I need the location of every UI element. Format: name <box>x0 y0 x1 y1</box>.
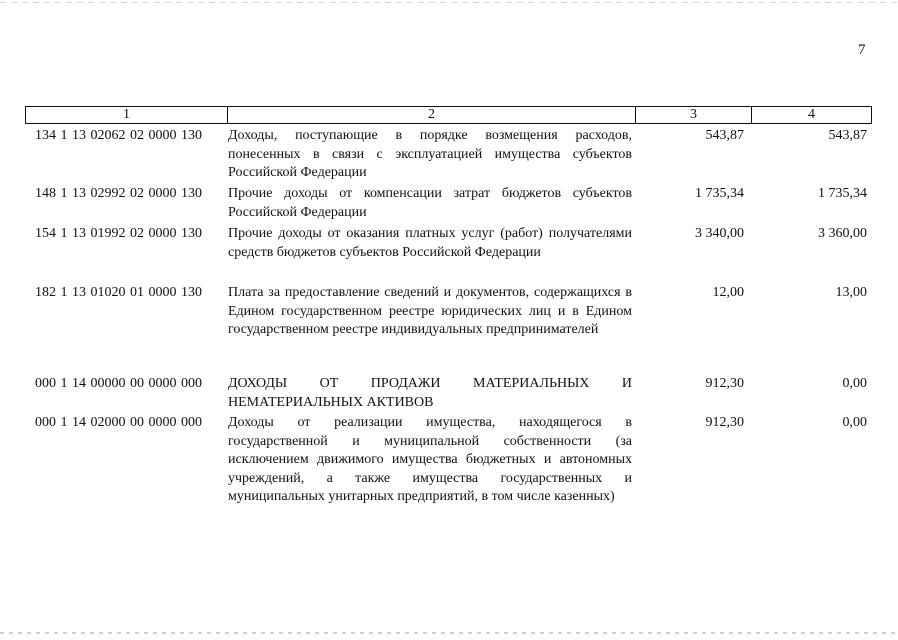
value-col-4: 1 735,34 <box>818 186 867 201</box>
budget-code: 134 1 13 02062 02 0000 130 <box>35 128 202 143</box>
budget-code: 000 1 14 02000 00 0000 000 <box>35 415 202 430</box>
scan-artifact-top <box>0 2 898 3</box>
income-description: Плата за предоставление сведений и документов, содержащихся в Едином государственном реестре юридических лиц и в Едином государственном реестре индивидуальных предпринимателей <box>228 285 632 337</box>
value-col-3: 1 735,34 <box>695 186 744 201</box>
value-col-3: 912,30 <box>705 415 744 430</box>
value-col-4: 13,00 <box>835 285 867 300</box>
page-number: 7 <box>858 42 866 58</box>
budget-code: 182 1 13 01020 01 0000 130 <box>35 285 202 300</box>
income-description: Прочие доходы от компенсации затрат бюджетов субъектов Российской Федерации <box>228 186 632 220</box>
budget-code: 148 1 13 02992 02 0000 130 <box>35 186 202 201</box>
value-col-4: 0,00 <box>842 415 867 430</box>
value-col-3: 3 340,00 <box>695 226 744 241</box>
header-col-1: 1 <box>26 107 228 124</box>
table-header <box>25 106 872 124</box>
value-col-4: 543,87 <box>828 128 867 143</box>
income-description: Доходы от реализации имущества, находящегося в государственной и муниципальной собственности (за исключением движимого имущества бюджетных и автономных учреждений, а также имущества государственных и муниципальных унитарных предприятий, в том числе казенных) <box>228 415 632 504</box>
value-col-4: 3 360,00 <box>818 226 867 241</box>
header-row <box>26 107 872 124</box>
income-description: ДОХОДЫ ОТ ПРОДАЖИ МАТЕРИАЛЬНЫХ И НЕМАТЕРИАЛЬНЫХ АКТИВОВ <box>228 376 632 410</box>
value-col-4: 0,00 <box>842 376 867 391</box>
value-col-3: 912,30 <box>705 376 744 391</box>
value-col-3: 543,87 <box>705 128 744 143</box>
budget-code: 154 1 13 01992 02 0000 130 <box>35 226 202 241</box>
income-description: Прочие доходы от оказания платных услуг (работ) получателями средств бюджетов субъектов Российской Федерации <box>228 226 632 260</box>
scan-artifact-bottom <box>0 632 898 634</box>
budget-code: 000 1 14 00000 00 0000 000 <box>35 376 202 391</box>
income-description: Доходы, поступающие в порядке возмещения расходов, понесенных в связи с эксплуатацией имущества субъектов Российской Федерации <box>228 128 632 180</box>
header-col-4: 4 <box>752 107 872 124</box>
header-col-3: 3 <box>636 107 752 124</box>
header-col-2: 2 <box>228 107 636 124</box>
value-col-3: 12,00 <box>712 285 744 300</box>
